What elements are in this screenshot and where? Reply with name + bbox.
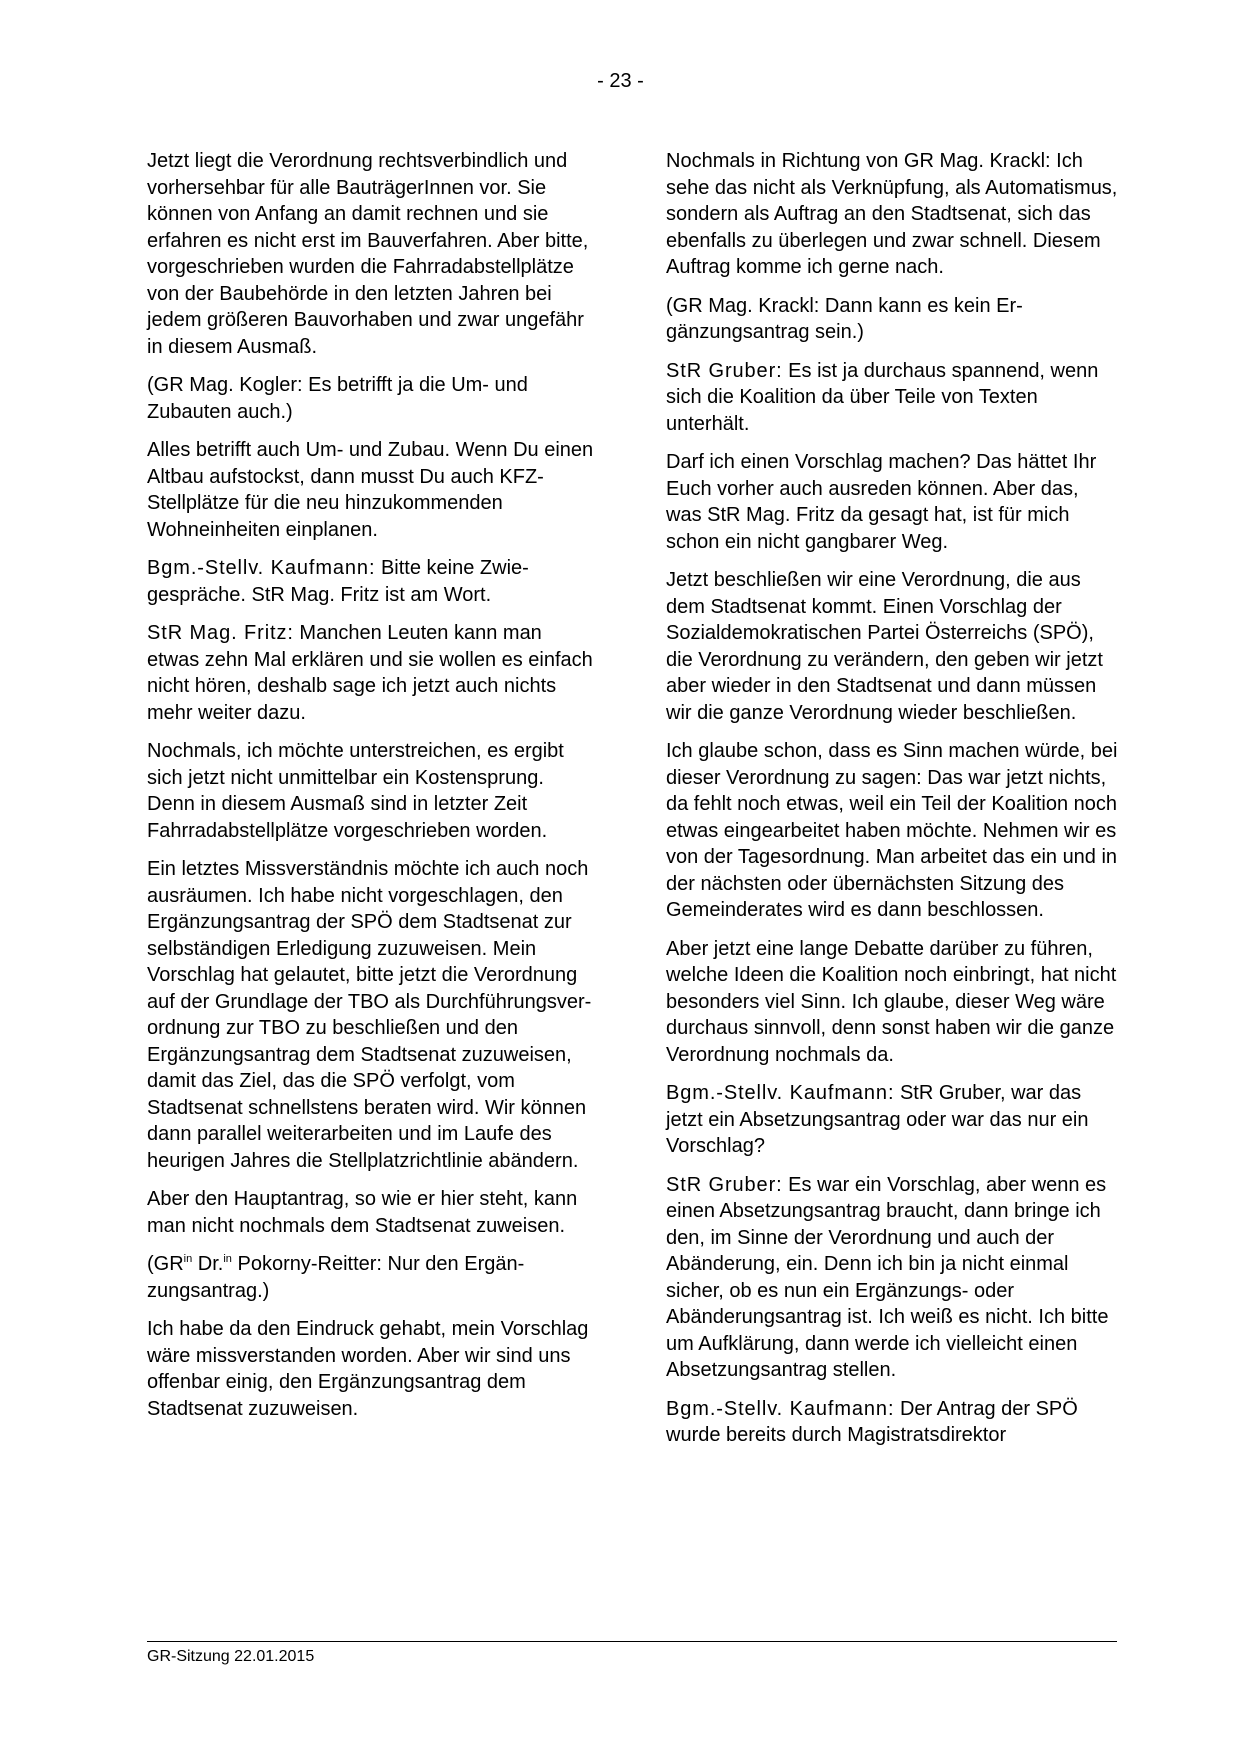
- paragraph: Alles betrifft auch Um- und Zubau. Wenn Du einen Altbau aufstockst, dann musst Du auch KFZ-Stellplätze für die neu hinzukommenden Wohneinheiten einplanen.: [147, 439, 594, 541]
- paragraph: Ein letztes Missverständnis möchte ich auch noch ausräumen. Ich habe nicht vorgeschlagen, den Ergänzungsantrag der SPÖ dem Stadtsenat zur selbständigen Erledigung zuzuweisen. Mein Vorschlag hat gelautet, bitte jetzt die Verordnung auf der Grundlage der TBO als Durchführungsverordnung zur TBO zu beschließen und den Ergänzungsantrag dem Stadtsenat zuzuweisen, damit das Ziel, das die SPÖ verfolgt, vom Stadtsenat schnellstens beraten wird. Wir können dann parallel weiterarbeiten und im Laufe des heurigen Jahres die Stellplatzrichtlinie abändern.: [147, 858, 592, 1172]
- paragraph: Nochmals, ich möchte unterstreichen, es ergibt sich jetzt nicht unmittelbar ein Kostensprung. Denn in diesem Ausmaß sind in letzter Zeit Fahrradabstellplätze vorgeschrieben worden.: [147, 740, 564, 842]
- speech-text: Es war ein Vorschlag, aber wenn es einen Absetzungsantrag braucht, dann bringe ich den, im Sinne der Verordnung und auch der Abänderung, ein. Denn ich bin ja nicht einmal sicher, ob es nun ein Ergänzungs- oder Abänderungsantrag ist. Ich weiß es nicht. Ich bitte um Aufklärung, dann werde ich vielleicht einen Absetzungsantrag stellen.: [666, 1173, 1109, 1381]
- paragraph: [666, 1396, 1118, 1449]
- speaker-name: StR Gruber:: [666, 359, 783, 382]
- speaker-name: StR Mag. Fritz:: [147, 622, 294, 644]
- speaker-name: Bgm.-Stellv. Kaufmann:: [666, 1082, 895, 1104]
- paragraph: [666, 358, 1118, 438]
- paragraph: [147, 555, 595, 608]
- speaker-name: Bgm.-Stellv. Kaufmann:: [666, 1397, 895, 1420]
- paragraph: [666, 1172, 1118, 1384]
- footer-divider: [147, 1641, 1117, 1642]
- interjection-text: Pokorny-Reitter: Nur den Ergänzungsantrag.): [147, 1253, 525, 1302]
- speech-text: Bitte keine Zwiegespräche. StR Mag. Fritz ist am Wort.: [147, 557, 529, 606]
- speech-text: Manchen Leuten kann man etwas zehn Mal erklären und sie wollen es einfach nicht hören, deshalb sage ich jetzt auch nichts mehr weiter dazu.: [147, 622, 593, 724]
- paragraph: Aber jetzt eine lange Debatte darüber zu führen, welche Ideen die Koalition noch einbringt, hat nicht besonders viel Sinn. Ich glaube, dieser Weg wäre durchaus sinnvoll, denn sonst haben wir die ganze Verordnung nochmals da.: [666, 937, 1117, 1066]
- superscript: in: [223, 1253, 232, 1265]
- paragraph: Ich glaube schon, dass es Sinn machen würde, bei dieser Verordnung zu sagen: Das war jetzt nichts, da fehlt noch etwas, weil ein Teil der Koalition noch etwas eingearbeitet haben möchte. Nehmen wir es von der Tagesordnung. Man arbeitet das ein und in der nächsten oder übernächsten Sitzung des Gemeinderates wird es dann beschlossen.: [666, 740, 1118, 921]
- speech-text: Es ist ja durchaus spannend, wenn sich die Koalition da über Teile von Texten unterhält.: [666, 359, 1099, 435]
- footer-text: GR-Sitzung 22.01.2015: [147, 1648, 315, 1665]
- superscript: in: [183, 1253, 193, 1265]
- speaker-name: Bgm.-Stellv. Kaufmann:: [147, 557, 376, 579]
- paragraph: [147, 1251, 595, 1304]
- title-abbrev: Dr.: [192, 1253, 224, 1275]
- speech-text: Der Antrag der SPÖ wurde bereits durch Magistratsdirektor: [666, 1397, 1078, 1446]
- paragraph: (GR Mag. Kogler: Es betrifft ja die Um- und Zubauten auch.): [147, 374, 528, 423]
- right-column: [666, 148, 1118, 1461]
- paragraph: [666, 1080, 1118, 1160]
- paragraph: Nochmals in Richtung von GR Mag. Krackl: Ich sehe das nicht als Verknüpfung, als Automatismus, sondern als Auftrag an den Stadtsenat, sich das ebenfalls zu überlegen und zwar schnell. Diesem Auftrag komme ich gerne nach.: [666, 150, 1118, 278]
- paragraph: Jetzt beschließen wir eine Verordnung, die aus dem Stadtsenat kommt. Einen Vorschlag der Sozialdemokratischen Partei Österreichs (SPÖ), die Verordnung zu verändern, den geben wir jetzt aber wieder in den Stadtsenat und dann müssen wir die ganze Verordnung wieder beschließen.: [666, 569, 1103, 724]
- paragraph: Ich habe da den Eindruck gehabt, mein Vorschlag wäre missverstanden worden. Aber wir sind uns offenbar einig, den Ergänzungsantrag dem Stadtsenat zuzuweisen.: [147, 1318, 589, 1420]
- page-number: - 23 -: [597, 70, 644, 92]
- speaker-name: StR Gruber:: [666, 1173, 783, 1196]
- interjection-open: (GR: [147, 1253, 184, 1275]
- left-column: [147, 148, 595, 1434]
- paragraph: Aber den Hauptantrag, so wie er hier steht, kann man nicht nochmals dem Stadtsenat zuweisen.: [147, 1188, 578, 1237]
- paragraph: Darf ich einen Vorschlag machen? Das hättet Ihr Euch vorher auch ausreden können. Aber das, was StR Mag. Fritz da gesagt hat, ist für mich schon ein nicht gangbarer Weg.: [666, 451, 1097, 553]
- speech-text: StR Gruber, war das jetzt ein Absetzungsantrag oder war das nur ein Vorschlag?: [666, 1082, 1089, 1157]
- paragraph: Jetzt liegt die Verordnung rechtsverbindlich und vorhersehbar für alle BauträgerInnen vor. Sie können von Anfang an damit rechnen und sie erfahren es nicht erst im Bauverfahren. Aber bitte, vorgeschrieben wurden die Fahrradabstellplätze von der Baubehörde in den letzten Jahren bei jedem größeren Bauvorhaben und zwar ungefähr in diesem Ausmaß.: [147, 150, 589, 358]
- paragraph: (GR Mag. Krackl: Dann kann es kein Ergänzungsantrag sein.): [666, 294, 1023, 343]
- paragraph: [147, 620, 595, 726]
